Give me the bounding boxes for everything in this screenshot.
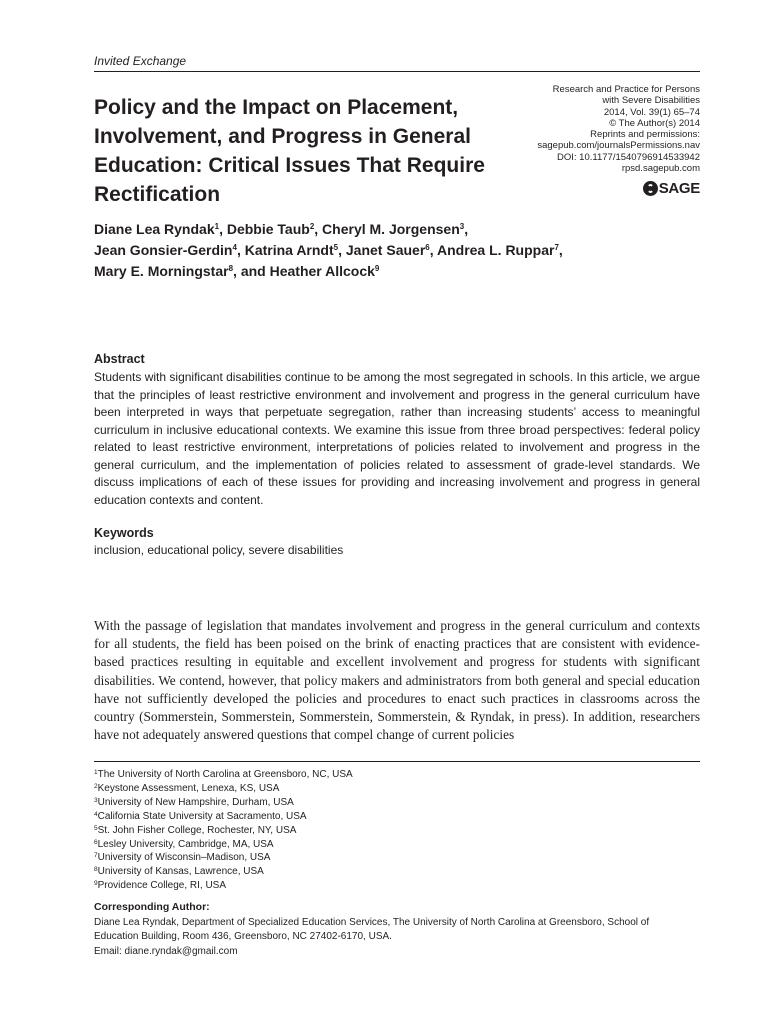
keywords-text: inclusion, educational policy, severe disabilities xyxy=(94,543,344,557)
author: Diane Lea Ryndak xyxy=(94,221,215,237)
journal-info xyxy=(500,84,700,174)
author: Heather Allcock xyxy=(269,263,375,279)
affiliations xyxy=(94,768,353,893)
affiliation: $^9$Providence College, RI, USA xyxy=(94,880,227,892)
corresponding-line: Diane Lea Ryndak, Department of Specialized Education Services, The University of North Carolina at Greensboro, School of xyxy=(94,917,650,928)
sage-wordmark: SAGE xyxy=(658,180,700,197)
corresponding-author xyxy=(94,916,700,959)
header-rule xyxy=(94,71,700,72)
affiliation: $^8$University of Kansas, Lawrence, USA xyxy=(94,866,264,878)
title-line: Education: Critical Issues That Require xyxy=(94,154,485,177)
author-line: Diane Lea Ryndak$^1$, Debbie Taub$^2$, Cheryl M. Jorgensen$^3$, xyxy=(94,221,469,237)
author-list xyxy=(94,219,700,282)
author-line: Jean Gonsier-Gerdin$^4$, Katrina Arndt$^5$, Janet Sauer$^6$, Andrea L. Ruppar$^7$, xyxy=(94,242,563,258)
author: Andrea L. Ruppar xyxy=(436,242,555,258)
journal-line: Reprints and permissions: xyxy=(590,129,700,141)
author: Mary E. Morningstar xyxy=(94,263,229,279)
title-line: Policy and the Impact on Placement, xyxy=(94,96,459,119)
journal-line: rpsd.sagepub.com xyxy=(621,163,700,175)
affiliation: $^3$University of New Hampshire, Durham, USA xyxy=(94,796,294,808)
affiliation: $^1$The University of North Carolina at Greensboro, NC, USA xyxy=(94,769,353,780)
author-line: Mary E. Morningstar$^8$, and Heather Allcock$^9$ xyxy=(94,263,380,279)
author: Jean Gonsier-Gerdin xyxy=(94,242,233,258)
body-paragraph: With the passage of legislation that mandates involvement and progress in the general curriculum and contexts for all students, the field has been poised on the brink of enacting practices that are consistent with evidence-based practices resulting in equitable and excellent involvement and progress for students with significant disabilities. We contend, however, that policy makers and administrators from both general and special education have not sufficiently developed the policies and procedures to enact such practices in classrooms across the country (Sommerstein, Sommerstein, Sommerstein, Sommerstein, & Ryndak, in press). In addition, researchers have not adequately answered questions that compel change of current policies xyxy=(94,618,700,743)
affiliation: $^2$Keystone Assessment, Lenexa, KS, USA xyxy=(94,782,280,794)
sage-mark-icon xyxy=(643,181,658,196)
abstract-heading: Abstract xyxy=(94,352,145,366)
author: Debbie Taub xyxy=(226,221,310,237)
affiliation: $^6$Lesley University, Cambridge, MA, USA xyxy=(94,838,274,850)
abstract-text: Students with significant disabilities continue to be among the most segregated in schools. In this article, we argue that the principles of least restrictive environment and involvement and progress in the general curriculum have been interpreted in ways that perpetuate segregation, rather than increasing students’ access to meaningful curriculum in inclusive educational contexts. We examine this issue from three broad perspectives: federal policy related to least restrictive environment, interpretations of policies related to involvement and progress in the general curriculum, and the implementation of policies related to assessment of grade-level standards. We discuss implications of each of these issues for providing and increasing involvement and progress in general education contexts and content. xyxy=(94,370,700,507)
journal-line: 2014, Vol. 39(1) 65–74 xyxy=(603,106,700,118)
author: Katrina Arndt xyxy=(244,242,334,258)
author: Janet Sauer xyxy=(345,242,426,258)
title-line: Rectification xyxy=(94,183,221,206)
journal-line: DOI: 10.1177/1540796914533942 xyxy=(557,151,700,163)
section-label: Invited Exchange xyxy=(94,54,187,68)
footnote-rule xyxy=(94,761,700,762)
sage-logo xyxy=(643,180,700,197)
affiliation: $^4$California State University at Sacramento, USA xyxy=(94,810,307,822)
keywords-heading: Keywords xyxy=(94,526,154,540)
journal-line: © The Author(s) 2014 xyxy=(609,117,700,129)
journal-line: with Severe Disabilities xyxy=(602,95,700,107)
affiliation: $^5$St. John Fisher College, Rochester, NY, USA xyxy=(94,824,297,836)
journal-line: Research and Practice for Persons xyxy=(552,84,700,95)
title-line: Involvement, and Progress in General xyxy=(94,125,471,148)
affiliation: $^7$University of Wisconsin–Madison, USA xyxy=(94,852,271,864)
corresponding-email[interactable]: Email: diane.ryndak@gmail.com xyxy=(94,945,238,957)
corresponding-heading: Corresponding Author: xyxy=(94,901,210,913)
author: Cheryl M. Jorgensen xyxy=(322,221,460,237)
article-title xyxy=(94,93,534,209)
journal-line: sagepub.com/journalsPermissions.nav xyxy=(537,140,700,152)
corresponding-line: Education Building, Room 436, Greensboro, NC 27402-6170, USA. xyxy=(94,931,392,943)
